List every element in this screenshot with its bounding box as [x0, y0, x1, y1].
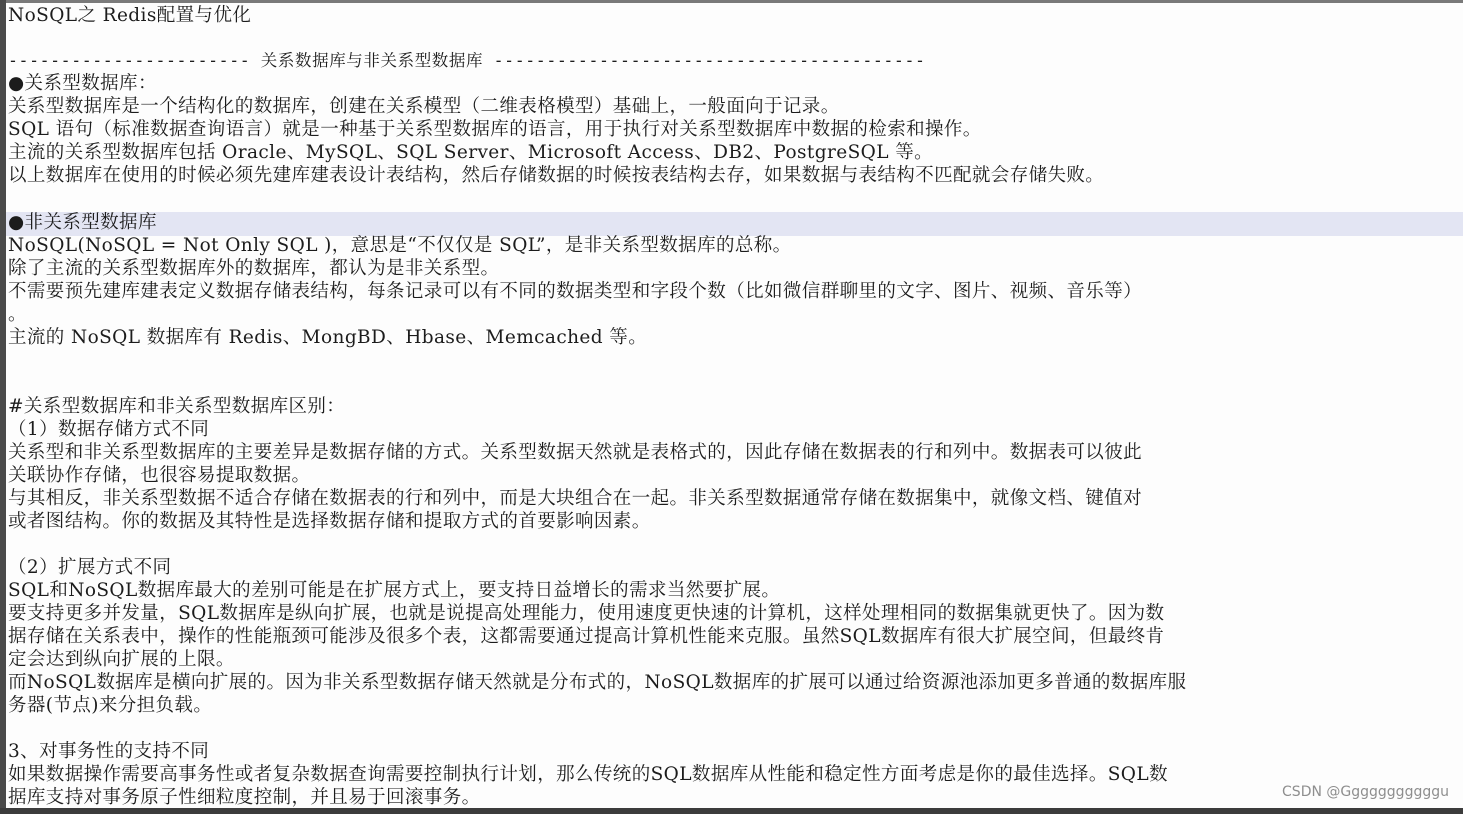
difference-1-line-4: 或者图结构。你的数据及其特性是选择数据存储和提取方式的首要影响因素。	[8, 511, 651, 532]
difference-1-line-3: 与其相反，非关系型数据不适合存储在数据表的行和列中，而是大块组合在一起。非关系型数据通常存储在数据集中，就像文档、键值对	[8, 488, 1143, 509]
relational-line-2: SQL 语句（标准数据查询语言）就是一种基于关系型数据库的语言，用于执行对关系型数据库中数据的检索和操作。	[8, 119, 982, 140]
difference-3-line-1: 如果数据操作需要高事务性或者复杂数据查询需要控制执行计划，那么传统的SQL数据库从性能和稳定性方面考虑是你的最佳选择。SQL数	[8, 764, 1168, 785]
nonrelational-line-1: NoSQL(NoSQL = Not Only SQL )，意思是“不仅仅是 SQL”，是非关系型数据库的总称。	[8, 235, 792, 256]
difference-2-line-2: 要支持更多并发量，SQL数据库是纵向扩展，也就是说提高处理能力，使用速度更快速的计算机，这样处理相同的数据集就更快了。因为数	[8, 603, 1165, 624]
difference-2-line-4: 定会达到纵向扩展的上限。	[8, 649, 235, 670]
relational-line-3: 主流的关系型数据库包括 Oracle、MySQL、SQL Server、Microsoft Access、DB2、PostgreSQL 等。	[8, 142, 933, 163]
document-title: NoSQL之 Redis配置与优化	[8, 5, 252, 26]
difference-2-line-1: SQL和NoSQL数据库最大的差别可能是在扩展方式上，要支持日益增长的需求当然要扩展。	[8, 580, 781, 601]
document-page	[6, 3, 1463, 808]
difference-3-line-2: 据库支持对事务原子性细粒度控制，并且易于回滚事务。	[8, 787, 481, 808]
csdn-watermark: CSDN @Gggggggggggu	[1282, 784, 1449, 800]
nonrelational-line-4: 。	[8, 304, 27, 325]
difference-1-line-2: 关联协作存储，也很容易提取数据。	[8, 465, 311, 486]
differences-heading: #关系型数据库和非关系型数据库区别：	[8, 396, 346, 417]
nonrelational-line-2: 除了主流的关系型数据库外的数据库，都认为是非关系型。	[8, 258, 500, 279]
window-bottom-border	[0, 808, 1463, 814]
nonrelational-line-3: 不需要预先建库建表定义数据存储表结构，每条记录可以有不同的数据类型和字段个数（比如微信群聊里的文字、图片、视频、音乐等）	[8, 281, 1143, 302]
difference-2-line-6: 务器(节点)来分担负载。	[8, 695, 213, 716]
difference-1-line-1: 关系型和非关系型数据库的主要差异是数据存储的方式。关系型数据天然就是表格式的，因此存储在数据表的行和列中。数据表可以彼此	[8, 442, 1143, 463]
difference-2-title: （2）扩展方式不同	[8, 557, 172, 578]
relational-line-4: 以上数据库在使用的时候必须先建库建表设计表结构，然后存储数据的时候按表结构去存，如果数据与表结构不匹配就会存储失败。	[8, 165, 1105, 186]
nonrelational-line-5: 主流的 NoSQL 数据库有 Redis、MongBD、Hbase、Memcached 等。	[8, 327, 648, 348]
relational-line-1: 关系型数据库是一个结构化的数据库，创建在关系模型（二维表格模型）基础上，一般面向于记录。	[8, 96, 840, 117]
section-divider: ----------------------- 关系数据库与非关系型数据库 -----------------------------------------	[8, 51, 926, 70]
difference-2-line-3: 据存储在关系表中，操作的性能瓶颈可能涉及很多个表，这都需要通过提高计算机性能来克服。虽然SQL数据库有很大扩展空间，但最终肯	[8, 626, 1165, 647]
difference-1-title: （1）数据存储方式不同	[8, 419, 210, 440]
current-line-highlight	[6, 212, 1463, 236]
difference-2-line-5: 而NoSQL数据库是横向扩展的。因为非关系型数据存储天然就是分布式的，NoSQL数据库的扩展可以通过给资源池添加更多普通的数据库服	[8, 672, 1187, 693]
relational-heading: ●关系型数据库：	[8, 73, 157, 94]
nonrelational-heading: ●非关系型数据库	[8, 212, 157, 233]
difference-3-title: 3、对事务性的支持不同	[8, 741, 210, 762]
